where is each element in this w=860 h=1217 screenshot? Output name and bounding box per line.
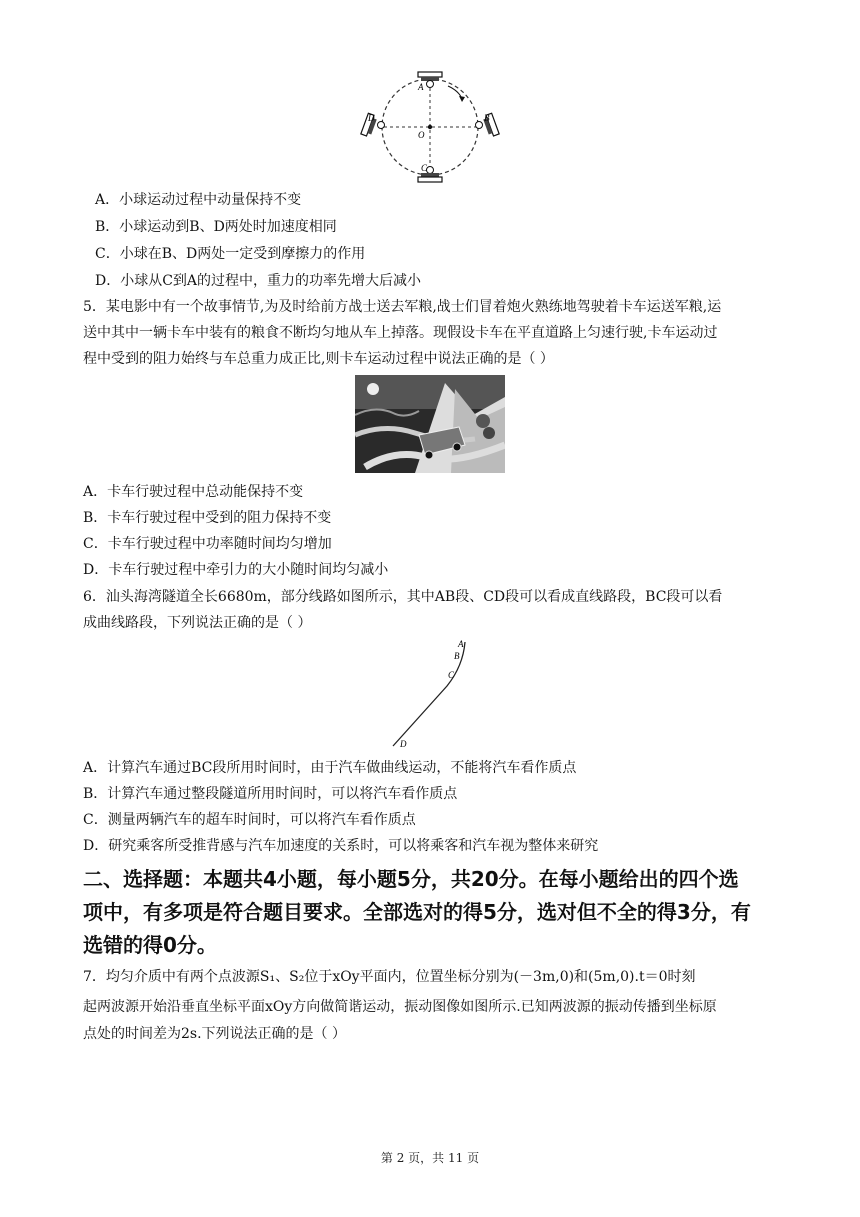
tunnel-label-D: D <box>400 739 407 749</box>
q7-stem-line-3: 点处的时间差为2s.下列说法正确的是（ ） <box>83 1026 346 1042</box>
q5-stem-line-2: 送中其中一辆卡车中装有的粮食不断均匀地从车上掉落。现假设卡车在平直道路上匀速行驶,卡车运动过 <box>83 325 718 341</box>
tunnel-label-C: C <box>448 670 455 680</box>
q5-stem-line-3: 程中受到的阻力始终与车总重力成正比,则卡车运动过程中说法正确的是（ ） <box>83 351 554 367</box>
section2-heading-line-1: 二、选择题：本题共4小题，每小题5分，共20分。在每小题给出的四个选 <box>83 867 739 891</box>
q7-stem-line-2: 起两波源开始沿垂直坐标平面xOy方向做简谐运动，振动图像如图所示.已知两波源的振动传播到坐标原 <box>83 999 717 1015</box>
q5-option-b: B．卡车行驶过程中受到的阻力保持不变 <box>83 510 332 526</box>
q6-stem-line-2: 成曲线路段，下列说法正确的是（ ） <box>83 615 312 631</box>
q4-option-d: D．小球从C到A的过程中，重力的功率先增大后减小 <box>95 273 422 289</box>
q4-option-c: C．小球在B、D两处一定受到摩擦力的作用 <box>95 246 366 262</box>
q5-option-c: C．卡车行驶过程中功率随时间均匀增加 <box>83 536 332 552</box>
q6-option-b: B．计算汽车通过整段隧道所用时间时，可以将汽车看作质点 <box>83 786 458 802</box>
label-A: A <box>418 82 424 92</box>
q5-option-a: A．卡车行驶过程中总动能保持不变 <box>83 484 304 500</box>
q6-option-d: D．研究乘客所受推背感与汽车加速度的关系时，可以将乘客和汽车视为整体来研究 <box>83 838 599 854</box>
label-C: C <box>421 163 428 173</box>
q5-option-d: D．卡车行驶过程中牵引力的大小随时间均匀减小 <box>83 562 389 578</box>
tunnel-label-B: B <box>454 651 460 661</box>
label-B: B <box>484 113 490 123</box>
q4-option-b: B．小球运动到B、D两处时加速度相同 <box>95 219 337 235</box>
circle-track-figure <box>358 68 504 186</box>
tunnel-route-figure <box>385 636 475 752</box>
q5-stem-line-1: 5．某电影中有一个故事情节,为及时给前方战士送去军粮,战士们冒着炮火熟练地驾驶着卡车运送军粮,运 <box>83 299 722 315</box>
q6-option-c: C．测量两辆汽车的超车时间时，可以将汽车看作质点 <box>83 812 416 828</box>
q6-option-a: A．计算汽车通过BC段所用时间时，由于汽车做曲线运动，不能将汽车看作质点 <box>83 760 577 776</box>
page-number-footer: 第 2 页，共 11 页 <box>380 1151 480 1165</box>
q4-option-a: A．小球运动过程中动量保持不变 <box>95 192 302 208</box>
tunnel-label-A: A <box>458 639 464 649</box>
section2-heading-line-2: 项中，有多项是符合题目要求。全部选对的得5分，选对但不全的得3分，有 <box>83 900 751 924</box>
label-O: O <box>418 130 425 140</box>
section2-heading-line-3: 选错的得0分。 <box>83 933 217 957</box>
truck-illustration-image <box>355 375 505 473</box>
label-D: D <box>368 113 375 123</box>
q7-stem-line-1: 7．均匀介质中有两个点波源S₁、S₂位于xOy平面内，位置坐标分别为(－3m,0)和(5m,0).t＝0时刻 <box>83 969 696 985</box>
q6-stem-line-1: 6．汕头海湾隧道全长6680m，部分线路如图所示，其中AB段、CD段可以看成直线路段，BC段可以看 <box>83 589 723 605</box>
